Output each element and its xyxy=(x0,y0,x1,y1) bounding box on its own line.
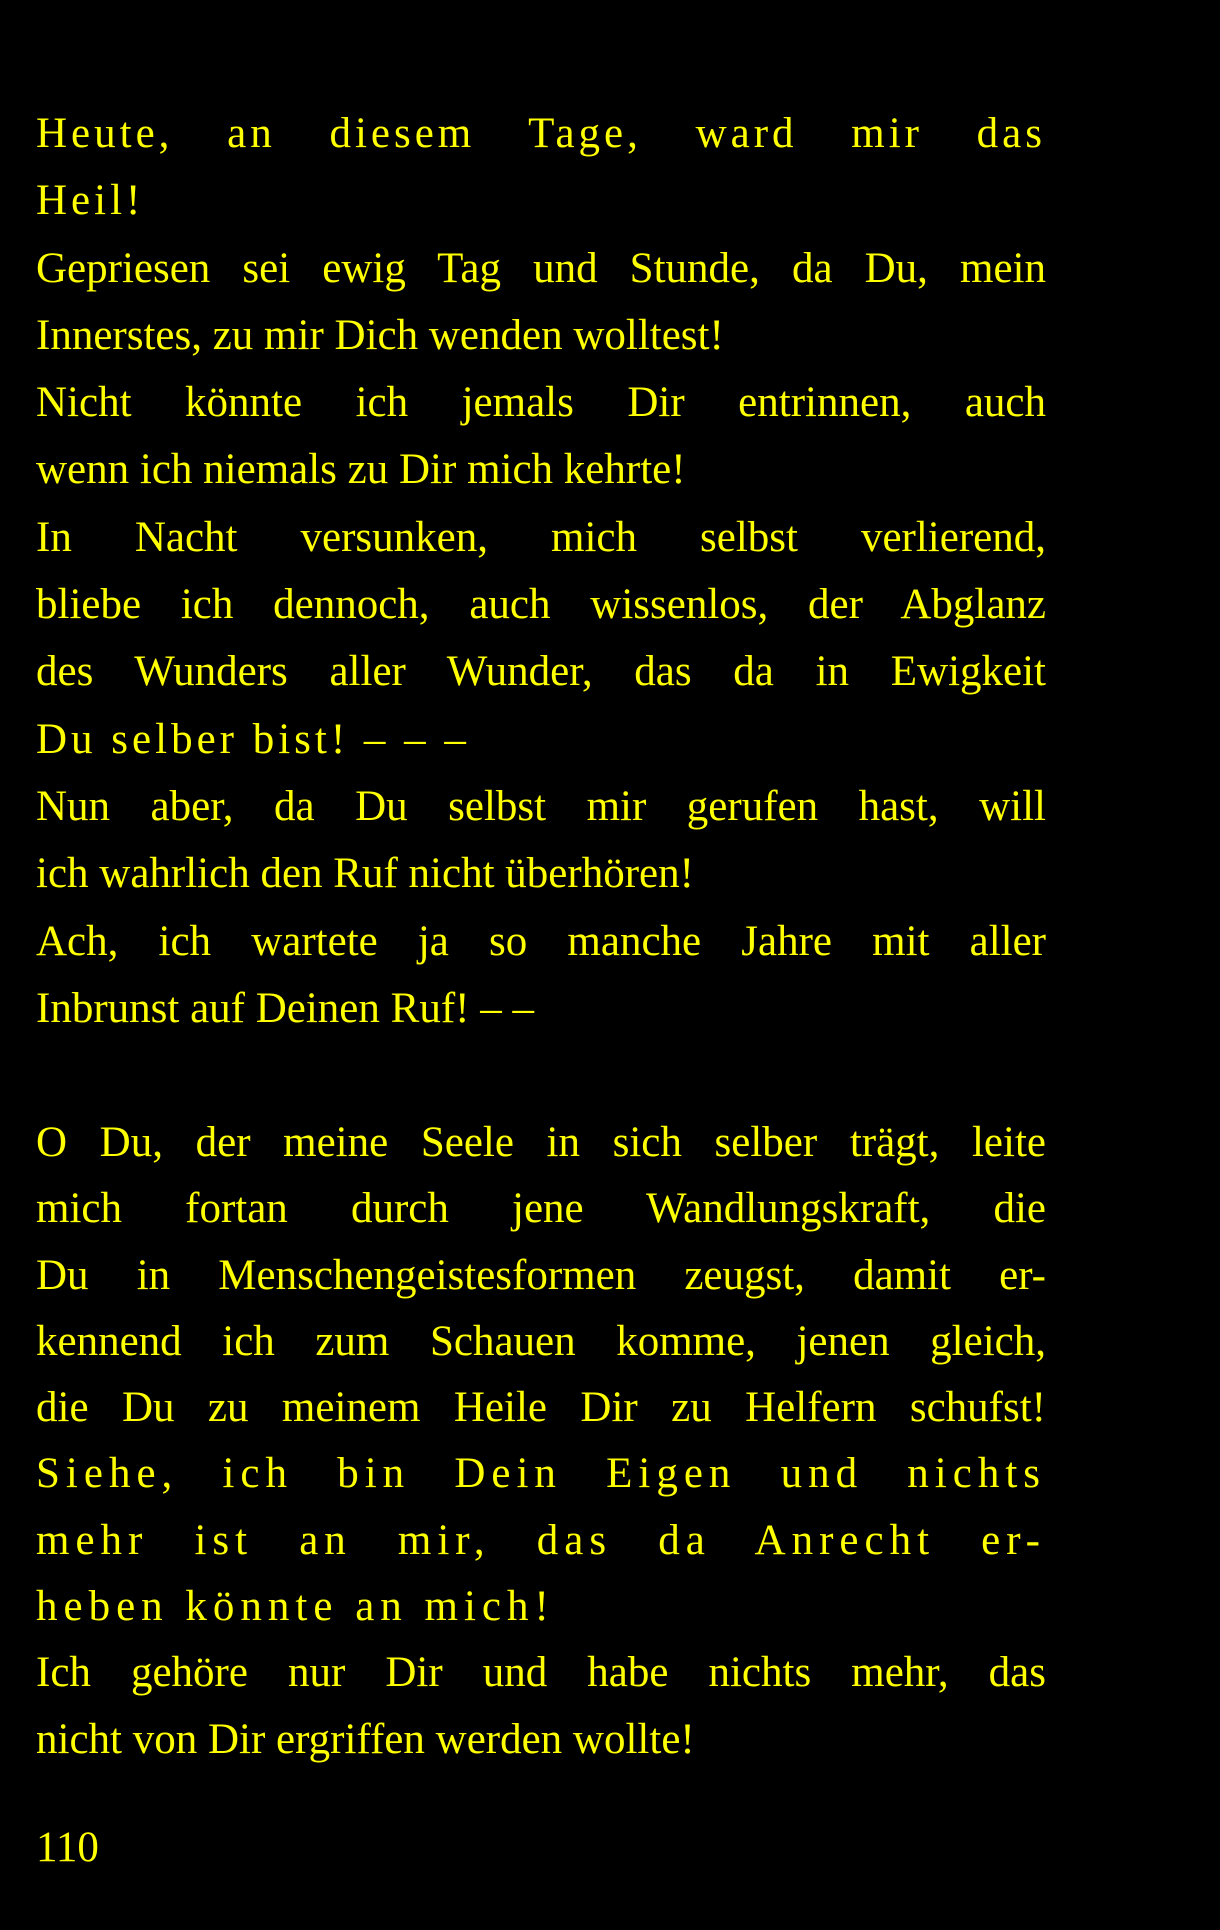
text-line: Gepriesen sei ewig Tag und Stunde, da Du, mein xyxy=(36,244,1046,292)
text-line: Heute, an diesem Tage, ward mir das xyxy=(36,110,1046,157)
text-line: Ach, ich wartete ja so manche Jahre mit aller xyxy=(36,917,1046,965)
text-line: Inbrunst auf Deinen Ruf! – – xyxy=(36,984,534,1032)
text-line: Du in Menschengeistesformen zeugst, damit er- xyxy=(36,1251,1046,1299)
text-line: ich wahrlich den Ruf nicht überhören! xyxy=(36,850,694,898)
text-line: Nun aber, da Du selbst mir gerufen hast, will xyxy=(36,782,1046,830)
text-line: In Nacht versunken, mich selbst verlierend, xyxy=(36,513,1046,561)
text-line: bliebe ich dennoch, auch wissenlos, der Abglanz xyxy=(36,581,1046,629)
text-line: des Wunders aller Wunder, das da in Ewigkeit xyxy=(36,648,1046,696)
text-line: heben könnte an mich! xyxy=(36,1583,555,1631)
text-line: Ich gehöre nur Dir und habe nichts mehr, das xyxy=(36,1649,1046,1697)
text-line: Innerstes, zu mir Dich wenden wolltest! xyxy=(36,311,724,359)
text-line: die Du zu meinem Heile Dir zu Helfern schufst! xyxy=(36,1384,1046,1432)
text-line: mich fortan durch jene Wandlungskraft, die xyxy=(36,1185,1046,1233)
text-line: Heil! xyxy=(36,177,145,225)
stanza-2 xyxy=(36,1110,1046,1773)
text-line: Siehe, ich bin Dein Eigen und nichts xyxy=(36,1450,1046,1498)
text-line: kennend ich zum Schauen komme, jenen gleich, xyxy=(36,1317,1046,1365)
text-line: nicht von Dir ergriffen werden wollte! xyxy=(36,1715,695,1763)
stanza-1 xyxy=(36,100,1046,1042)
text-line: Du selber bist! – – – xyxy=(36,715,470,763)
text-line: mehr ist an mir, das da Anrecht er- xyxy=(36,1516,1046,1564)
text-line: O Du, der meine Seele in sich selber trägt, leite xyxy=(36,1119,1046,1166)
page-number: 110 xyxy=(36,1824,99,1871)
text-line: Nicht könnte ich jemals Dir entrinnen, auch xyxy=(36,379,1046,427)
text-line: wenn ich niemals zu Dir mich kehrte! xyxy=(36,446,686,494)
